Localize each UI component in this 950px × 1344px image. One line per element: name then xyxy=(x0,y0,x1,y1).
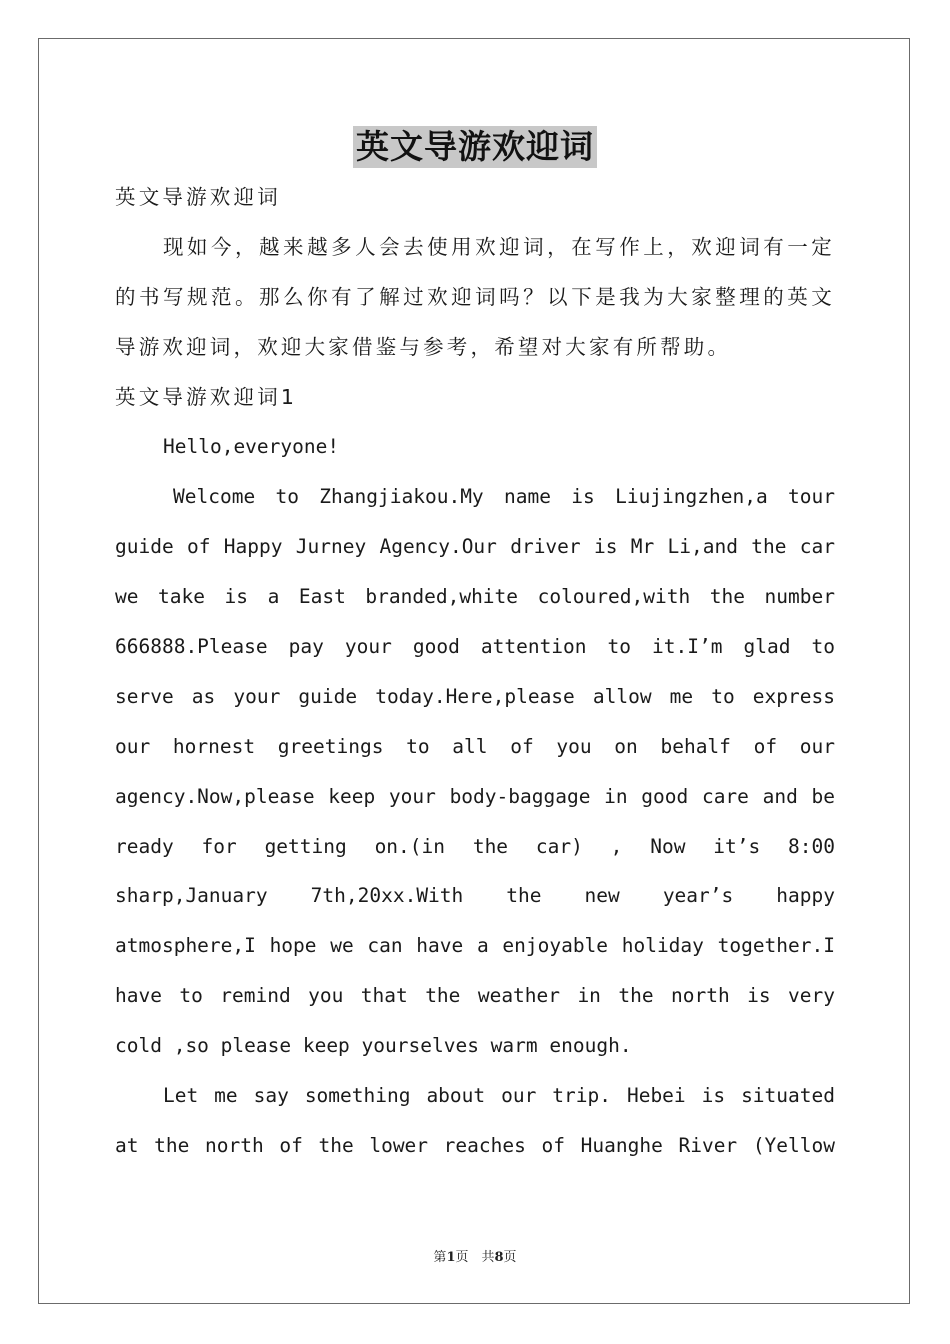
footer-page-current: 1 xyxy=(446,1250,456,1265)
paragraph-line: ready for getting on.(in the car) , Now it’s 8:00 xyxy=(115,834,835,858)
footer-page-total: 8 xyxy=(494,1250,504,1265)
paragraph-line: cold ,so please keep yourselves warm enough. xyxy=(115,1034,632,1058)
footer-page-prefix: 第 xyxy=(433,1250,447,1265)
paragraph-line: at the north of the lower reaches of Huanghe River (Yellow xyxy=(115,1133,835,1157)
paragraph-line: 现如今，越来越多人会去使用欢迎词，在写作上，欢迎词有一定 xyxy=(163,234,835,259)
paragraph-line: serve as your guide today.Here,please allow me to express xyxy=(115,684,835,708)
footer-page-suffix: 页 xyxy=(503,1250,517,1265)
paragraph-line: 666888.Please pay your good attention to it.I’m glad to xyxy=(115,635,835,659)
paragraph-line: sharp,January 7th,20xx.With the new year’s happy xyxy=(115,884,835,908)
paragraph-line: guide of Happy Jurney Agency.Our driver is Mr Li,and the car xyxy=(115,535,835,559)
paragraph-line: have to remind you that the weather in the north is very xyxy=(115,984,835,1008)
page-footer xyxy=(0,1246,950,1265)
section-heading: 英文导游欢迎词1 xyxy=(115,384,298,409)
paragraph-line: Welcome to Zhangjiakou.My name is Liujingzhen,a tour xyxy=(173,485,835,509)
section-heading: 英文导游欢迎词 xyxy=(115,185,281,209)
paragraph-line: 导游欢迎词，欢迎大家借鉴与参考，希望对大家有所帮助。 xyxy=(115,334,732,359)
title-container xyxy=(0,126,950,168)
paragraph-line: Hello,everyone! xyxy=(163,435,340,459)
footer-page-mid: 页 共 xyxy=(455,1250,495,1265)
paragraph-line: agency.Now,please keep your body-baggage in good care and be xyxy=(115,784,835,808)
document-body xyxy=(115,173,835,1171)
paragraph-line: Let me say something about our trip. Hebei is situated xyxy=(163,1084,835,1108)
paragraph-line: atmosphere,I hope we can have a enjoyable holiday together.I xyxy=(115,934,835,958)
paragraph-line: 的书写规范。那么你有了解过欢迎词吗？以下是我为大家整理的英文 xyxy=(115,284,835,309)
document-title: 英文导游欢迎词 xyxy=(353,126,597,168)
paragraph-line: we take is a East branded,white coloured,with the number xyxy=(115,585,835,609)
paragraph-line: our hornest greetings to all of you on behalf of our xyxy=(115,734,835,758)
